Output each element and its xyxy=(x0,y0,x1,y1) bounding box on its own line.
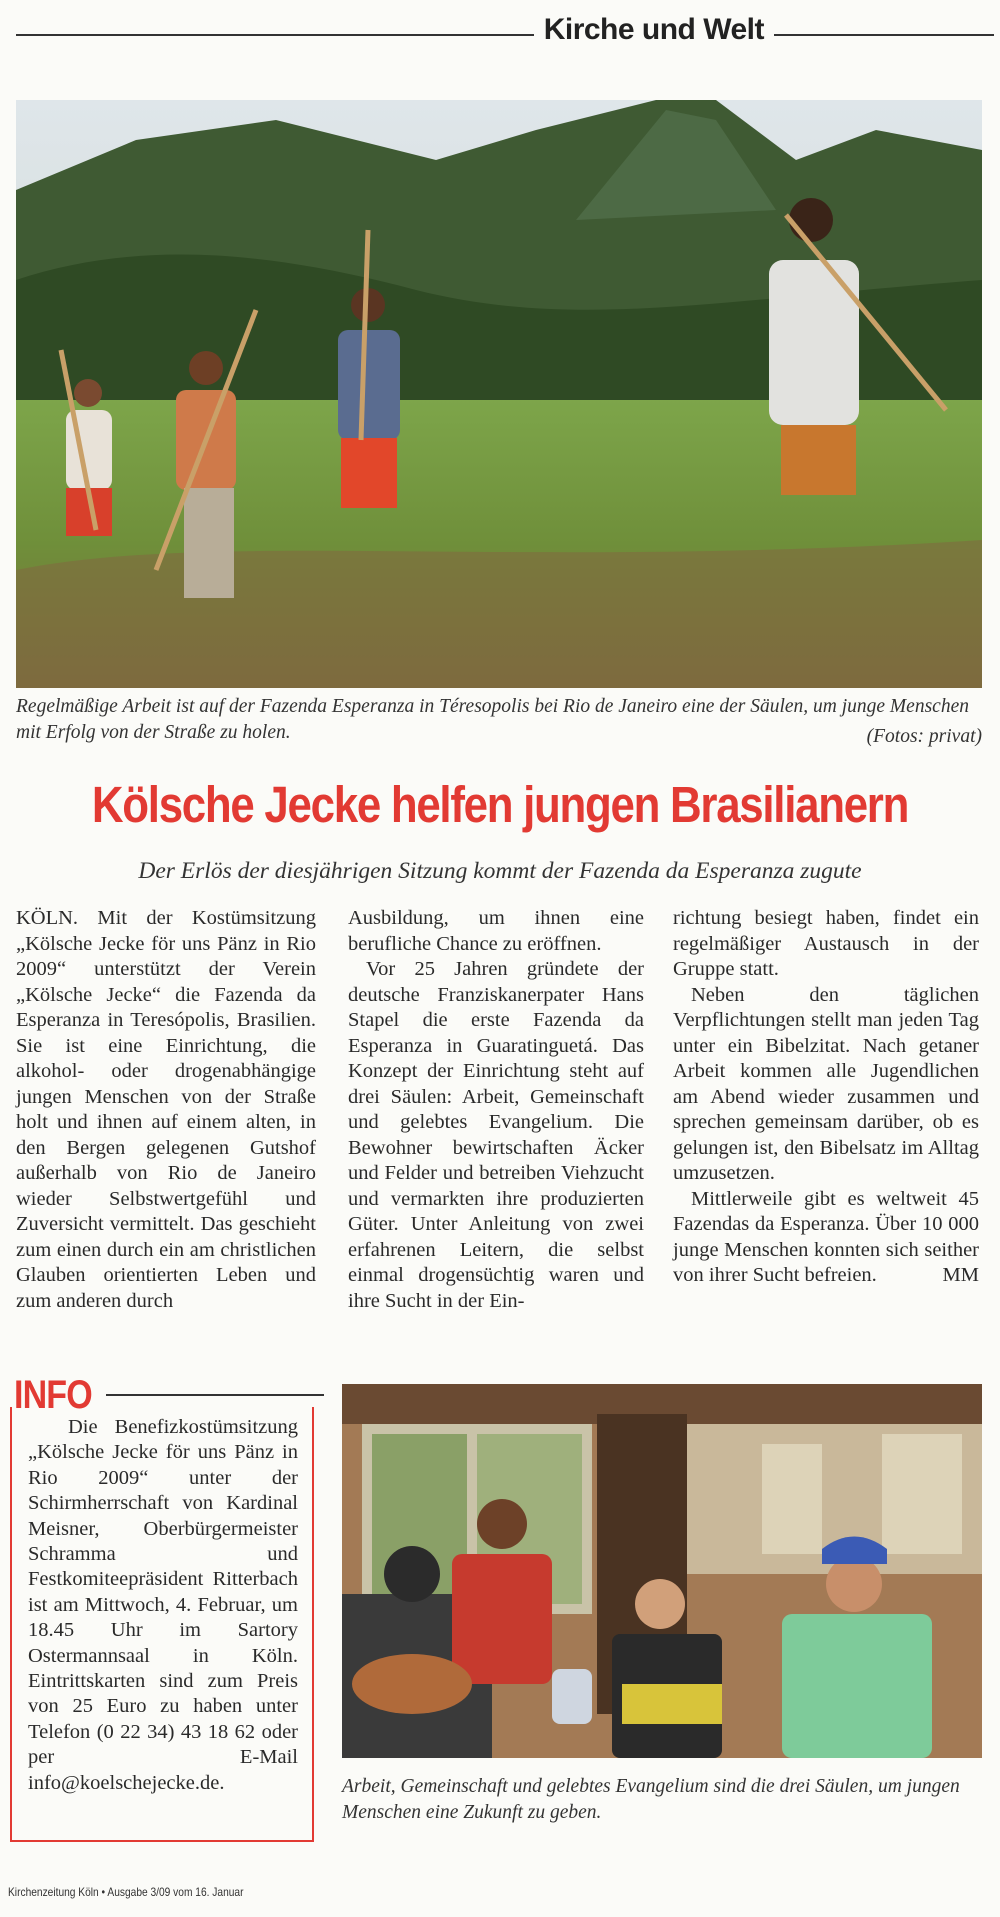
info-title-text: INFO xyxy=(14,1372,92,1417)
article-column-2 xyxy=(348,906,644,1314)
article-headline: Kölsche Jecke helfen jungen Brasilianern xyxy=(91,776,909,833)
author-initials: MM xyxy=(942,1264,979,1286)
info-box-text: Die Benefizkostümsitzung „Kölsche Jecke för uns Pänz in Rio 2009“ unter der Schirmherrschaft von Kardinal Meisner, Oberbürgermeister Schramma und Festkomiteepräsident Ritterbach ist am Mittwoch, 4. Februar, um 18.45 Uhr im Sartory Ostermannsaal in Köln. Eintrittskarten sind zum Preis von 25 Euro zu haben unter Telefon (0 22 34) 43 18 62 oder per E-Mail info@koelschejecke.de. xyxy=(28,1416,298,1794)
article-col2-para-2: Vor 25 Jahren gründete der deutsche Franziskanerpater Hans Stapel die erste Fazenda da Esperanza in Guaratinguetá. Das Konzept der Einrichtung steht auf drei Säulen: Arbeit, Gemeinschaft und gelebtes Evangelium. Die Bewohner bewirtschaften Äcker und Felder und betreiben Viehzucht und vermarkten ihre produzierten Güter. Unter Anleitung von zwei erfahrenen Leitern, die selbst einmal drogensüchtig waren und ihre Sucht in der Ein- xyxy=(348,958,644,1312)
bottom-caption-text: Arbeit, Gemeinschaft und gelebtes Evangelium sind die drei Säulen, um jungen Menschen eine Zukunft zu geben. xyxy=(342,1776,960,1823)
bottom-photo xyxy=(342,1384,982,1758)
bottom-photo-caption xyxy=(342,1774,982,1830)
info-title-rule xyxy=(106,1394,324,1396)
article-column-1 xyxy=(16,906,316,1314)
header-rule-left xyxy=(16,34,534,36)
top-caption-text: Regelmäßige Arbeit ist auf der Fazenda Esperanza in Téresopolis bei Rio de Janeiro eine der Säulen, um junge Menschen mit Erfolg von der Straße zu holen. xyxy=(16,696,969,743)
top-photo-caption xyxy=(16,694,982,750)
section-header xyxy=(16,8,994,52)
section-title: Kirche und Welt xyxy=(543,13,764,46)
article-col3-para-2: Neben den täglichen Verpflichtungen stellt man jeden Tag unter ein Bibelzitat. Nach getaner Arbeit kommen alle Jugendlichen am Abend wieder zusammen und sprechen gemeinsam darüber, ob es gelungen ist, den Bibelsatz im Alltag umzusetzen. xyxy=(673,983,979,1184)
page-footer: Kirchenzeitung Köln • Ausgabe 3/09 vom 16. Januar xyxy=(8,1885,244,1899)
header-rule-right xyxy=(774,34,994,36)
article-col3-para-1: richtung besiegt haben, findet ein regelmäßiger Austausch in der Gruppe statt. xyxy=(673,907,979,980)
article-subheadline: Der Erlös der diesjährigen Sitzung kommt der Fazenda da Esperanza zugute xyxy=(138,858,862,884)
article-col2-para-1: Ausbildung, um ihnen eine berufliche Chance zu eröffnen. xyxy=(348,907,644,955)
info-box xyxy=(10,1407,314,1842)
article-col3-para-3-text: Mittlerweile gibt es weltweit 45 Fazendas da Esperanza. Über 10 000 junge Menschen konnten sich seither von ihrer Sucht befreien. xyxy=(673,1187,979,1286)
article-col3-para-3 xyxy=(673,1187,979,1289)
photo-credit: (Fotos: privat) xyxy=(866,726,982,747)
top-photo xyxy=(16,100,982,688)
article-col1-text: KÖLN. Mit der Kostümsitzung „Kölsche Jecke för uns Pänz in Rio 2009“ unterstützt der Verein „Kölsche Jecke“ die Fazenda da Esperanza in Teresópolis, Brasilien. Sie ist eine Einrichtung, die alkohol- oder drogenabhängige jungen Menschen von der Straße holt und ihnen auf einem alten, in den Bergen gelegenen Gutshof außerhalb von Rio de Janeiro wieder Selbstwertgefühl und Zuversicht vermittelt. Das geschieht zum einen durch ein am christlichen Glauben orientierten Leben und zum anderen durch xyxy=(16,907,316,1312)
article-column-3 xyxy=(673,906,979,1289)
